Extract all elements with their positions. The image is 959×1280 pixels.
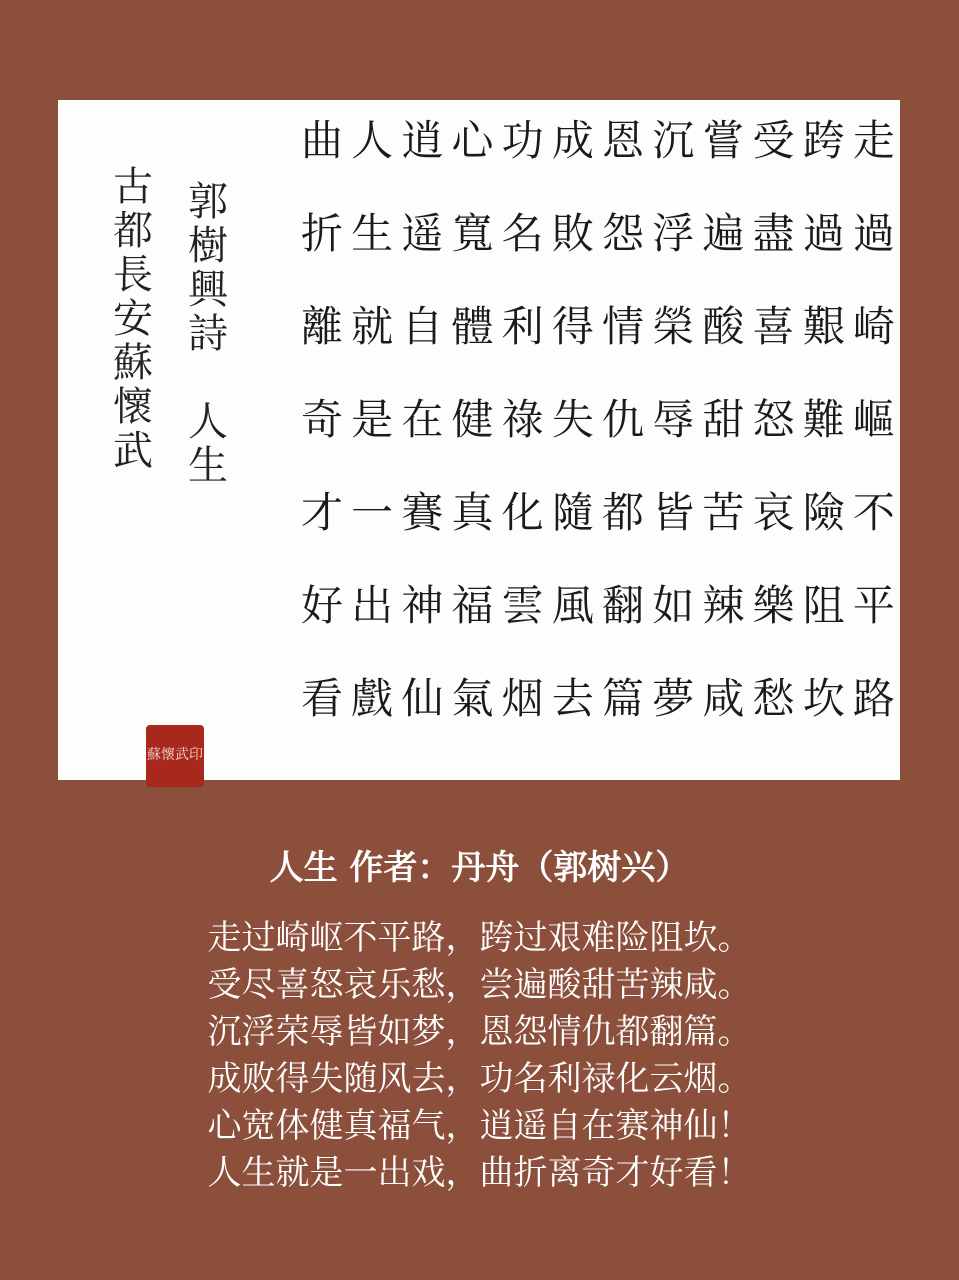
red-seal-stamp (146, 725, 204, 787)
inscription-signature: 古 都 長 安 蘇 懷 武 (113, 164, 153, 474)
calligraphy-column: 逍 遥 自 在 賽 神 仙 (401, 116, 444, 723)
calligraphy-column: 功 名 利 祿 化 雲 烟 (501, 116, 544, 723)
poem-line: 走过崎岖不平路，跨过艰难险阻坎。 (207, 918, 752, 958)
poem-line: 沉浮荣辱皆如梦，恩怨情仇都翻篇。 (207, 1012, 752, 1052)
calligraphy-column: 嘗 遍 酸 甜 苦 辣 咸 (702, 116, 745, 723)
poem-line: 受尽喜怒哀乐愁，尝遍酸甜苦辣咸。 (207, 965, 752, 1005)
calligraphy-column: 恩 怨 情 仇 都 翻 篇 (602, 116, 645, 723)
calligraphy-column: 成 敗 得 失 隨 風 去 (551, 116, 594, 723)
seal-text: 蘇懷武印 (147, 747, 203, 764)
inscription-title: 郭 樹 興 詩 人 生 (188, 179, 228, 489)
calligraphy-column: 跨 過 艱 難 險 阻 坎 (802, 116, 845, 723)
calligraphy-columns (298, 116, 898, 770)
poem-line: 成败得失随风去，功名利禄化云烟。 (207, 1059, 752, 1099)
poem-line: 人生就是一出戏，曲折离奇才好看！ (207, 1153, 752, 1193)
calligraphy-column: 走 過 崎 嶇 不 平 路 (852, 116, 895, 723)
calligraphy-column: 曲 折 離 奇 才 好 看 (300, 116, 343, 723)
calligraphy-column: 心 寬 體 健 真 福 氣 (451, 116, 494, 723)
poem-line: 心宽体健真福气，逍遥自在赛神仙！ (207, 1106, 752, 1146)
calligraphy-artwork (58, 100, 900, 780)
calligraphy-column: 沉 浮 榮 辱 皆 如 夢 (652, 116, 695, 723)
poem-body (0, 915, 959, 1197)
calligraphy-column: 人 生 就 是 一 出 戲 (351, 116, 394, 723)
calligraphy-column: 受 盡 喜 怒 哀 樂 愁 (752, 116, 795, 723)
poem-title: 人生 作者：丹舟（郭树兴） (269, 848, 690, 888)
